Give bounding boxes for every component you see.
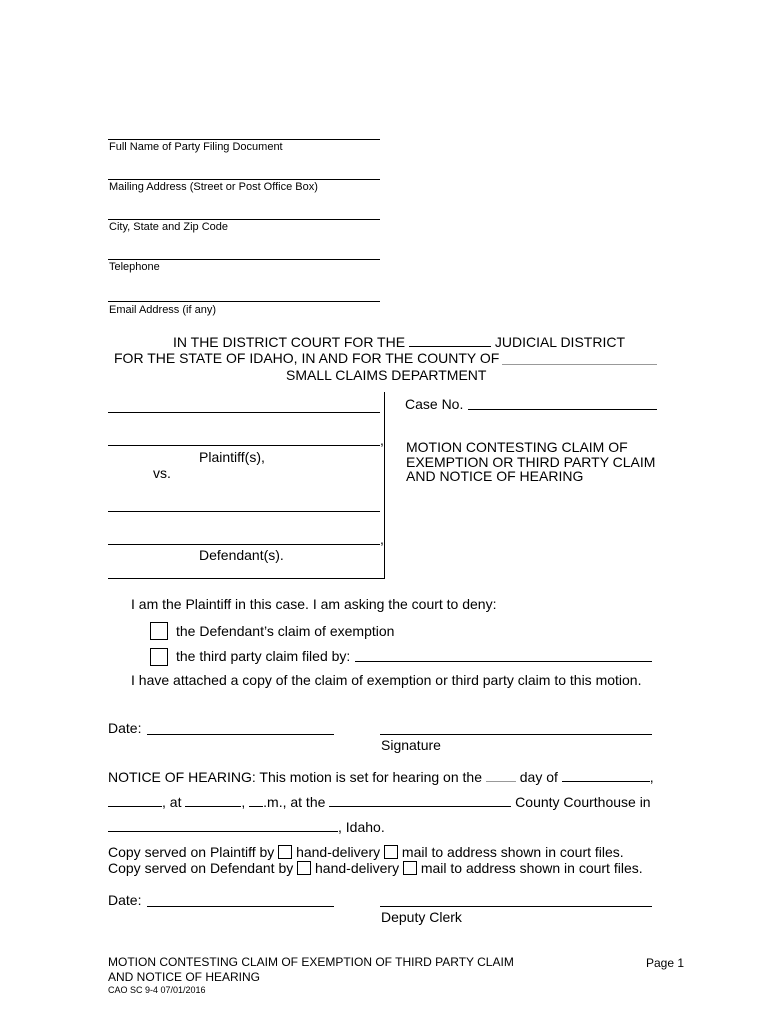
document-title-line2: EXEMPTION OR THIRD PARTY CLAIM — [406, 454, 656, 470]
case-number-label: Case No. — [405, 396, 464, 412]
defendant-name-line-2[interactable] — [108, 544, 380, 545]
plaintiff-hand-delivery-label: hand-delivery — [296, 844, 381, 860]
plaintiff-mail-checkbox[interactable] — [384, 845, 398, 859]
county-blank[interactable] — [502, 364, 657, 365]
third-party-name-field[interactable] — [355, 661, 652, 662]
email-label: Email Address (if any) — [109, 304, 216, 316]
plaintiff-hand-delivery-checkbox[interactable] — [278, 845, 292, 859]
city-state-zip-line[interactable] — [108, 219, 380, 220]
motion-intro: I am the Plaintiff in this case. I am asking the court to deny: — [131, 596, 497, 612]
hearing-month-blank[interactable] — [562, 769, 650, 782]
mailing-address-line[interactable] — [108, 179, 380, 180]
footer-title-line2: AND NOTICE OF HEARING — [108, 970, 261, 984]
notice-line3 — [108, 819, 385, 835]
caption-vertical-divider — [384, 392, 385, 578]
plaintiff-name-line-2[interactable] — [108, 445, 380, 446]
court-heading-prefix: IN THE DISTRICT COURT FOR THE — [173, 334, 406, 350]
defendant-mail-label: mail to address shown in court files. — [420, 860, 643, 876]
defendant-label: Defendant(s). — [199, 547, 284, 563]
judicial-district-blank[interactable] — [409, 334, 491, 347]
document-title-line3: AND NOTICE OF HEARING — [406, 468, 584, 484]
notice-comma-2: , — [241, 794, 246, 810]
clerk-date-field[interactable] — [147, 906, 334, 907]
notice-courthouse-in: County Courthouse in — [515, 794, 651, 810]
plaintiff-comma: , — [380, 432, 384, 448]
signature-field[interactable] — [380, 734, 652, 735]
document-title-line1: MOTION CONTESTING CLAIM OF — [406, 439, 628, 455]
defendant-hand-delivery-label: hand-delivery — [315, 860, 400, 876]
small-claims-department: SMALL CLAIMS DEPARTMENT — [286, 367, 487, 383]
defendant-exemption-label: the Defendant’s claim of exemption — [176, 623, 395, 639]
notice-idaho: , Idaho. — [338, 819, 385, 835]
telephone-label: Telephone — [109, 261, 160, 273]
defendant-mail-checkbox[interactable] — [403, 861, 417, 875]
defendant-hand-delivery-checkbox[interactable] — [297, 861, 311, 875]
attached-statement: I have attached a copy of the claim of exemption or third party claim to this motion. — [131, 672, 642, 688]
hearing-year-blank[interactable] — [108, 794, 162, 807]
notice-at: , at — [162, 794, 182, 810]
court-heading-line1 — [173, 334, 625, 350]
mailing-address-label: Mailing Address (Street or Post Office Box) — [109, 181, 318, 193]
deputy-clerk-label: Deputy Clerk — [381, 909, 462, 925]
caption-bottom-border — [108, 578, 385, 579]
third-party-checkbox[interactable] — [150, 648, 168, 666]
notice-line2 — [108, 794, 651, 810]
third-party-label: the third party claim filed by: — [176, 648, 351, 664]
notice-comma: , — [649, 769, 654, 785]
email-line[interactable] — [108, 301, 380, 302]
case-number-field[interactable] — [468, 409, 657, 410]
case-number-row — [405, 396, 463, 412]
notice-m-at-the: .m., at the — [263, 794, 326, 810]
defendant-comma: , — [380, 531, 384, 547]
date-field[interactable] — [147, 734, 334, 735]
hearing-weekday-blank[interactable] — [486, 769, 516, 782]
defendant-name-line-1[interactable] — [108, 511, 380, 512]
hearing-city-blank[interactable] — [108, 819, 338, 832]
telephone-line[interactable] — [108, 259, 380, 260]
city-state-zip-label: City, State and Zip Code — [109, 221, 229, 233]
copy-plaintiff-row — [108, 843, 624, 860]
deputy-clerk-signature-field[interactable] — [380, 906, 652, 907]
notice-line1 — [108, 769, 654, 785]
clerk-date-label: Date: — [108, 892, 142, 908]
plaintiff-label: Plaintiff(s), — [199, 449, 265, 465]
county-prefix: FOR THE STATE OF IDAHO, IN AND FOR THE COUNTY OF — [114, 350, 500, 366]
footer-page-number: Page 1 — [646, 956, 685, 970]
footer-form-id: CAO SC 9-4 07/01/2016 — [108, 985, 206, 995]
courthouse-county-blank[interactable] — [329, 794, 511, 807]
defendant-exemption-checkbox[interactable] — [150, 622, 168, 640]
plaintiff-name-line-1[interactable] — [108, 412, 380, 413]
copy-defendant-row — [108, 859, 643, 876]
plaintiff-mail-label: mail to address shown in court files. — [401, 844, 624, 860]
signature-label: Signature — [381, 737, 441, 753]
date-label: Date: — [108, 720, 142, 736]
copy-plaintiff-label: Copy served on Plaintiff by — [108, 844, 275, 860]
notice-day-of: day of — [519, 769, 558, 785]
full-name-line[interactable] — [108, 139, 380, 140]
court-heading-line2 — [114, 350, 499, 366]
court-heading-suffix: JUDICIAL DISTRICT — [494, 334, 625, 350]
copy-defendant-label: Copy served on Defendant by — [108, 860, 294, 876]
am-pm-blank[interactable] — [249, 794, 263, 807]
vs-label: vs. — [153, 465, 171, 481]
footer-title-line1: MOTION CONTESTING CLAIM OF EXEMPTION OF THIRD PARTY CLAIM — [108, 955, 514, 969]
full-name-label: Full Name of Party Filing Document — [109, 141, 283, 153]
notice-prefix: NOTICE OF HEARING: This motion is set for hearing on the — [108, 769, 482, 785]
hearing-time-blank[interactable] — [185, 794, 241, 807]
